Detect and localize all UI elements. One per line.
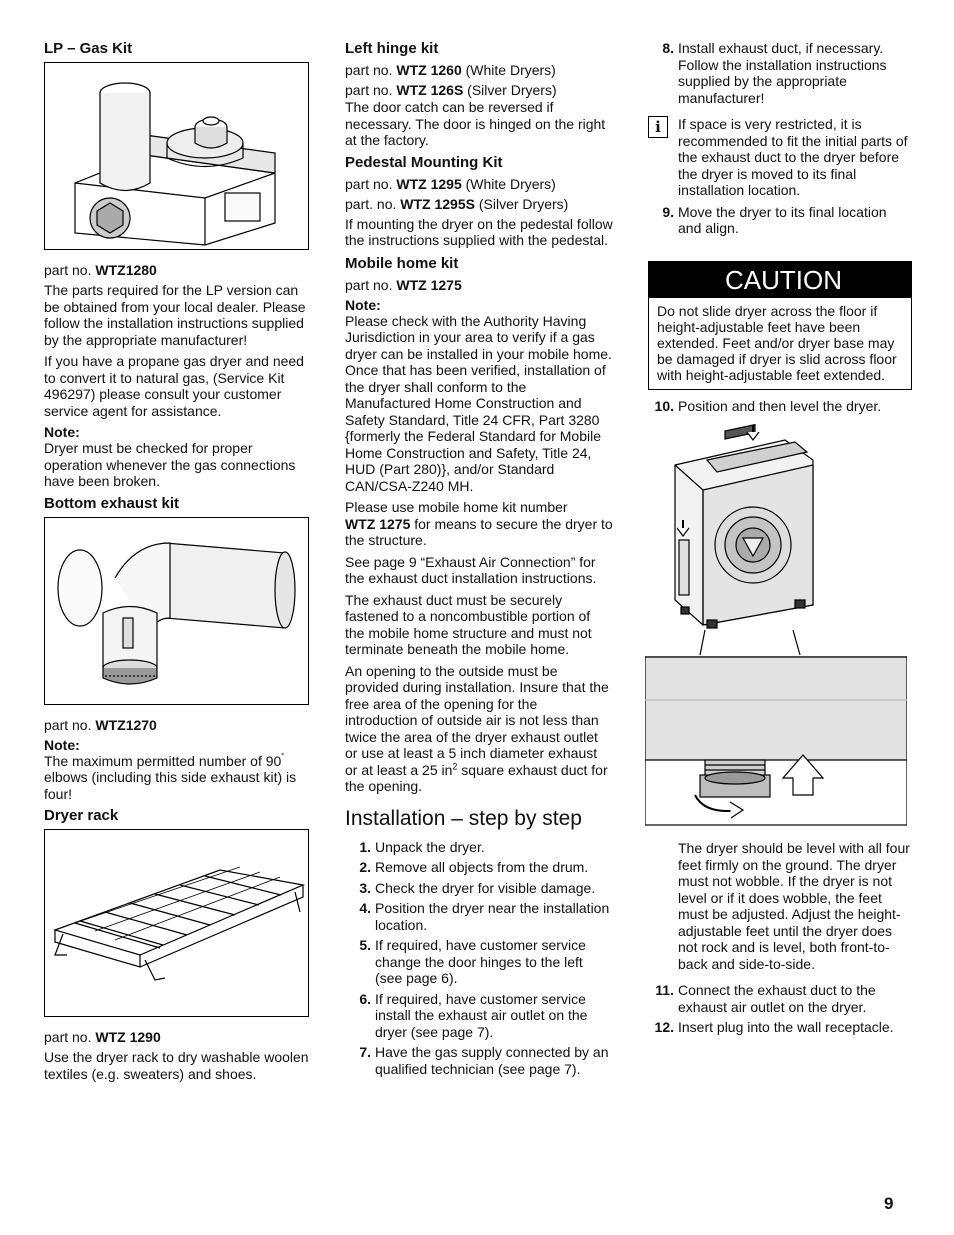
- leveling-paragraph: The dryer should be level with all four feet firmly on the ground. The dryer must not wobble. If the dryer is not level or if it does wobble, the feet must be adjusted. Adjust the height-adjustable feet until the dryer does not rock and is level, both front-to-back and side-to-side.: [678, 840, 910, 972]
- step-number: 6.: [359, 990, 371, 1007]
- lp-paragraph-1: The parts required for the LP version can be obtained from your local dealer. Please follow the installation instructions supplied by the appropriate manufacturer!: [44, 282, 306, 348]
- bottom-exhaust-heading: Bottom exhaust kit: [44, 494, 180, 512]
- install-step: [345, 859, 613, 876]
- install-step: [345, 991, 613, 1041]
- step-12: 12. Insert plug into the wall receptacle.: [654, 1019, 894, 1035]
- mobile-note-label: Note:: [345, 296, 381, 313]
- step-10: 10. Position and then level the dryer.: [654, 397, 882, 414]
- mobile-paragraph-2: See page 9 “Exhaust Air Connection” for the exhaust duct installation instructions.: [345, 553, 597, 586]
- hinge-part-white: part no. WTZ 1260 (White Dryers): [345, 62, 556, 78]
- pedestal-paragraph: If mounting the dryer on the pedestal follow the instructions supplied with the pedestal.: [345, 215, 613, 248]
- mobile-home-heading: Mobile home kit: [345, 254, 459, 272]
- caution-box: [648, 261, 912, 390]
- dryer-leveling-figure: [645, 420, 907, 828]
- pedestal-part-white: part no. WTZ 1295 (White Dryers): [345, 175, 556, 192]
- step-text: Have the gas supply connected by an qualified technician (see page 7).: [375, 1044, 609, 1077]
- step-number: 7.: [359, 1044, 371, 1060]
- install-step: [345, 839, 613, 856]
- installation-heading: Installation – step by step: [345, 806, 582, 830]
- step-text: Unpack the dryer.: [375, 838, 485, 855]
- step-text: If required, have customer service install the exhaust air outlet on the dryer (see page 7).: [375, 990, 588, 1040]
- info-icon: i: [648, 116, 668, 138]
- hinge-part-silver: part no. WTZ 126S (Silver Dryers): [345, 82, 557, 98]
- step-11: 11. Connect the exhaust duct to the exhaust air outlet on the dryer.: [655, 982, 876, 1015]
- lp-note-text: Dryer must be checked for proper operation whenever the gas connections have been broken.: [44, 440, 296, 489]
- mobile-part-number: part no. WTZ 1275: [345, 276, 462, 293]
- column-2: [345, 40, 613, 1081]
- lp-gas-kit-figure: [44, 62, 309, 250]
- step-number: 2.: [359, 859, 371, 875]
- step-number: 3.: [359, 879, 371, 896]
- page-number: 9: [884, 1194, 894, 1213]
- hinge-paragraph: The door catch can be reversed if necessary. The door is hinged on the right at the factory.: [345, 99, 606, 148]
- dryer-rack-figure: [44, 829, 309, 1017]
- install-step: [345, 880, 613, 897]
- column-1: [44, 40, 310, 1087]
- bottom-exhaust-figure: [44, 517, 309, 705]
- mobile-paragraph-4: An opening to the outside must be provided during installation. Insure that the free area of the opening for the introduction of outside air is not less than twice the area of the dryer exhaust outlet or use at least a 5 inch diameter exhaust or at least a 25 $in^2$ square exhaust duct for the opening.: [345, 662, 609, 794]
- left-hinge-heading: Left hinge kit: [345, 40, 439, 57]
- lp-gas-kit-heading: LP – Gas Kit: [44, 40, 133, 57]
- rack-paragraph: Use the dryer rack to dry washable woolen textiles (e.g. sweaters) and shoes.: [44, 1049, 309, 1082]
- steps-10-list: [648, 398, 912, 415]
- bottom-note-label: Note:: [44, 736, 80, 753]
- steps-11-12-list: [648, 982, 912, 1036]
- steps-8-9-list: [648, 40, 912, 106]
- caution-heading: CAUTION: [649, 262, 911, 298]
- install-step: [345, 1044, 613, 1077]
- bottom-note-text: The maximum permitted number of 90˚ elbows (including this side exhaust kit) is four!: [44, 751, 297, 802]
- step-number: 4.: [359, 900, 371, 916]
- steps-9-list: [648, 204, 912, 237]
- lp-note-label: Note:: [44, 424, 80, 440]
- mobile-paragraph-3: The exhaust duct must be securely fastened to a noncombustible portion of the mobile home structure and must not terminate beneath the mobile home.: [345, 591, 592, 657]
- install-step: [345, 900, 613, 933]
- exhaust-elbow-illustration: [45, 518, 308, 704]
- step-8: 8. Install exhaust duct, if necessary. Follow the installation instructions supplied by the appropriate manufacturer!: [662, 40, 887, 106]
- step-text: Check the dryer for visible damage.: [375, 879, 596, 896]
- step-number: 1.: [359, 838, 371, 855]
- dryer-leveling-illustration: [645, 420, 907, 828]
- step-9: 9. Move the dryer to its final location and align.: [662, 203, 887, 236]
- install-step: [345, 937, 613, 987]
- bottom-part-number: part no. WTZ1270: [44, 716, 157, 733]
- caution-text: Do not slide dryer across the floor if height-adjustable feet have been extended. Feet and/or dryer base may be damaged if dryer is slid across floor with height-adjustable feet extended.: [657, 302, 897, 383]
- info-note: i If space is very restricted, it is recommended to fit the initial parts of the exhaust duct to the dryer before the dryer is moved to its final installation location.: [648, 116, 912, 199]
- installation-steps-list: [345, 839, 613, 1078]
- step-number: 5.: [359, 937, 371, 953]
- step-text: Position the dryer near the installation location.: [375, 900, 610, 933]
- pedestal-part-silver: part. no. WTZ 1295S (Silver Dryers): [345, 195, 569, 212]
- lp-part-number: part no. WTZ1280: [44, 262, 157, 278]
- lp-paragraph-2: If you have a propane gas dryer and need to convert it to natural gas, (Service Kit 496297) please consult your customer service agent for assistance.: [44, 353, 304, 419]
- pedestal-heading: Pedestal Mounting Kit: [345, 153, 503, 171]
- dryer-rack-illustration: [45, 830, 308, 1016]
- mobile-note-text: Please check with the Authority Having Jurisdiction in your area to verify if a gas dryer can be installed in your mobile home. Once that has been verified, installation of the dryer shall conform to the Manufactured Home Construction and Safety Standard, Title 24 CFR, Part 3280 {formerly the Federal Standard for Mobile Home Construction and Safety, Title 24, HUD (Part 280)}, and/or Standard CAN/CSA-Z240 MH.: [345, 312, 612, 494]
- dryer-rack-heading: Dryer rack: [44, 807, 119, 824]
- mobile-paragraph-1: Please use mobile home kit number WTZ 1275 for means to secure the dryer to the structure.: [345, 499, 613, 548]
- gas-valve-illustration: [45, 63, 308, 249]
- step-text: If required, have customer service change the door hinges to the left (see page 6).: [375, 937, 586, 986]
- rack-part-number: part no. WTZ 1290: [44, 1029, 161, 1045]
- step-text: Remove all objects from the drum.: [375, 859, 589, 875]
- column-3: [648, 40, 912, 1040]
